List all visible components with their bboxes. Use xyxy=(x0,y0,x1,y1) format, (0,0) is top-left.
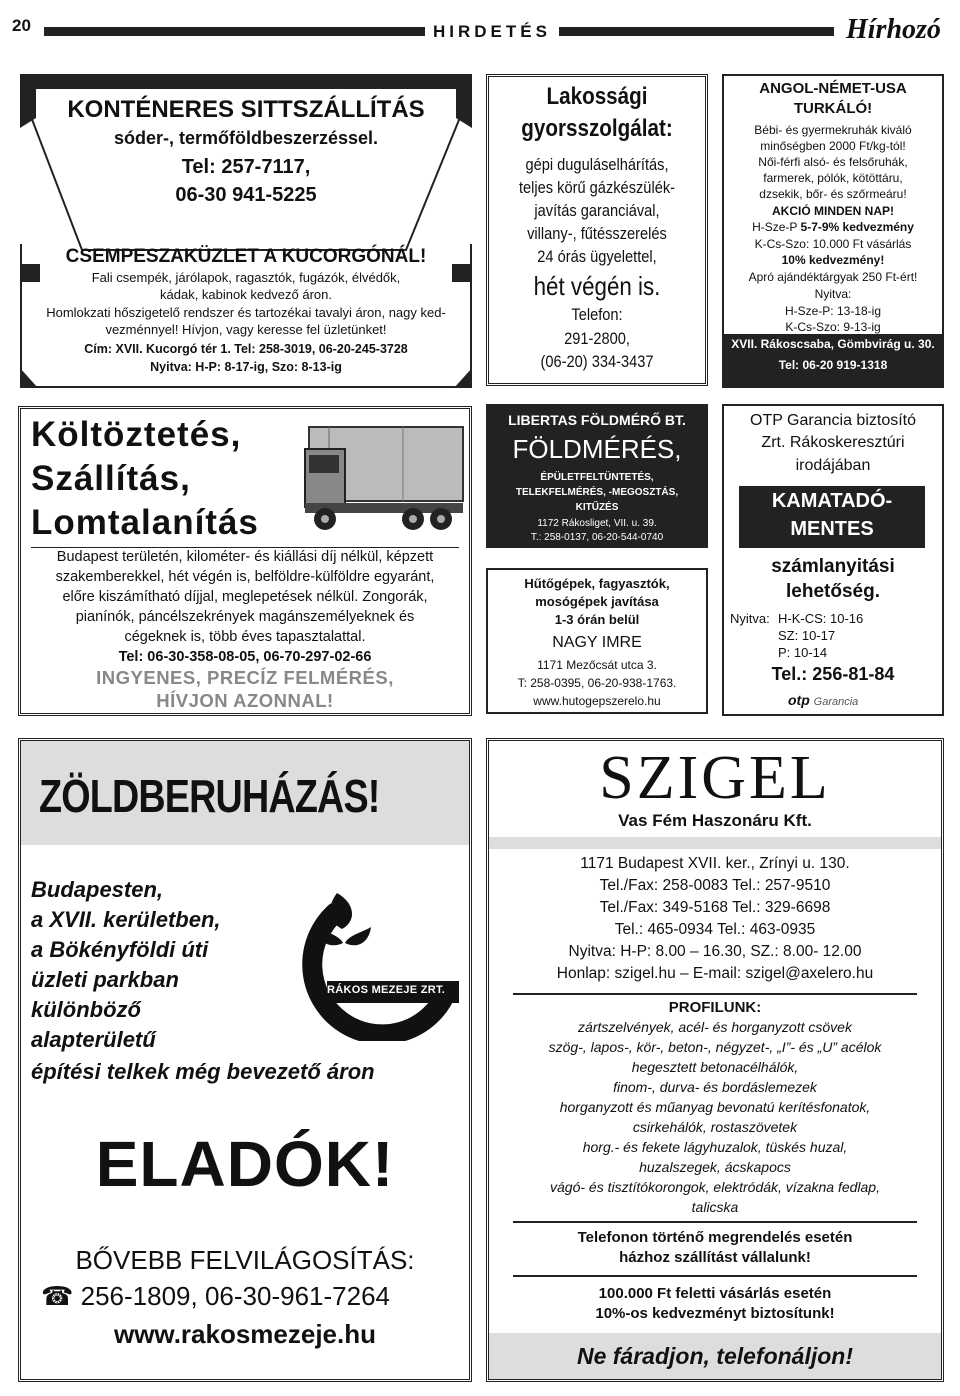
koltoz-cta-2: HÍVJON AZONNAL! xyxy=(156,690,334,711)
angol-tel: Tel: 06-20 919-1318 xyxy=(724,354,942,386)
zold-line-3: a Bökényföldi úti xyxy=(31,937,209,962)
szigel-contact-1: 1171 Budapest XVII. ker., Zrínyi u. 130. xyxy=(580,855,850,872)
csempe-line-2: kádak, kabinok kedvező áron. xyxy=(160,287,332,302)
foldmeres-company: LIBERTAS FÖLDMÉRŐ BT. xyxy=(508,412,686,428)
ad-koltoztetes xyxy=(18,406,472,716)
csempe-line-3: Homlokzati hőszigetelő rendszer és tartozékai tavalyi áron, nagy ked- xyxy=(46,305,446,320)
szigel-discount-2: 10%-os kedvezményt biztosítunk! xyxy=(595,1305,835,1322)
zold-line-2: a XVII. kerületben, xyxy=(31,907,221,932)
ad-zold xyxy=(18,738,472,1382)
angol-line-2: minőségben 2000 Ft/kg-tól! xyxy=(760,139,906,153)
lakossagi-line-3: javítás garanciával, xyxy=(534,201,660,220)
angol-line-3: Női-férfi alsó- és felsőruhák, xyxy=(758,155,908,169)
truck-image xyxy=(303,421,467,541)
szigel-contact-6: Honlap: szigel.hu – E-mail: szigel@axelero.hu xyxy=(556,965,874,982)
ad-otp xyxy=(722,404,944,716)
kontener-sub: sóder-, termőföldbeszerzéssel. xyxy=(113,128,379,148)
otp-line-1: OTP Garancia biztosító xyxy=(750,412,916,429)
otp-tel: Tel.: 256-81-84 xyxy=(771,664,895,684)
szigel-name: SZIGEL xyxy=(599,744,831,812)
csempe-hours: Nyitva: H-P: 8-17-ig, Szo: 8-13-ig xyxy=(150,360,342,374)
angol-line-4: farmerek, pólók, kötöttáru, xyxy=(763,171,903,185)
otp-open-1: H-K-CS: 10-16 xyxy=(778,611,864,626)
szigel-discount-1: 100.000 Ft feletti vásárlás esetén xyxy=(598,1285,832,1302)
szigel-contact-4: Tel.: 465-0934 Tel.: 463-0935 xyxy=(614,921,816,938)
szigel-top-band xyxy=(489,837,941,849)
szigel-contact-5: Nyitva: H-P: 8.00 – 16.30, SZ.: 8.00- 12.00 xyxy=(568,943,862,960)
zold-info: BŐVEBB FELVILÁGOSÍTÁS: xyxy=(75,1245,415,1275)
page-header xyxy=(0,14,960,46)
szigel-contact-3: Tel./Fax: 349-5168 Tel.: 329-6698 xyxy=(599,899,831,916)
angol-ten: 10% kedvezmény! xyxy=(781,253,885,267)
szigel-rule-2 xyxy=(513,1221,917,1223)
szigel-product-4: finom-, durva- és bordáslemezek xyxy=(613,1079,817,1095)
lakossagi-weekend: hét végén is. xyxy=(533,271,661,301)
lakossagi-line-2: teljes körű gázkészülék- xyxy=(518,178,676,197)
csempe-line-4: vezménnyel! Hívjon, vagy keresse fel üzletünket! xyxy=(105,322,387,337)
szigel-delivery-2: házhoz szállítást vállalunk! xyxy=(619,1249,811,1266)
foldmeres-line-1: ÉPÜLETFELTÜNTETÉS, xyxy=(540,472,654,483)
lakossagi-line-1: gépi duguláselhárítás, xyxy=(525,155,669,174)
hutogep-tel: T: 258-0395, 06-20-938-1763. xyxy=(517,676,677,690)
rakos-logo-text: RÁKOS MEZEJE ZRT. xyxy=(327,984,446,996)
koltoz-title-2: Szállítás, xyxy=(31,459,191,498)
koltoz-line-4: pianínók, páncélszekrények magánszemélyeknek és xyxy=(75,609,415,625)
lakossagi-line-4: villany-, fűtésszerelés xyxy=(527,224,667,243)
ad-kontener xyxy=(20,74,472,388)
szigel-slogan: Ne fáradjon, telefonáljon! xyxy=(576,1343,854,1369)
szigel-product-2: szög-, lapos-, kör-, beton-, négyzet-, „I”- és „U” acélok xyxy=(548,1039,882,1055)
zold-phone-row xyxy=(41,1281,451,1312)
koltoz-line-3: előre kiszámítható díjjal, meglepetések nélkül. Zongorák, xyxy=(62,589,428,605)
szigel-product-6: csirkehálók, rostaszövetek xyxy=(632,1119,798,1135)
angol-open-label: Nyitva: xyxy=(814,287,852,301)
csempe-line-1: Fali csempék, járólapok, ragasztók, fugázók, élvédők, xyxy=(91,270,401,285)
koltoz-line-5: cégeknek is, több éves tapasztalattal. xyxy=(124,629,366,645)
otp-logo xyxy=(788,692,858,708)
hutogep-name: NAGY IMRE xyxy=(552,634,642,651)
otp-open-3: P: 10-14 xyxy=(778,645,828,660)
lakossagi-title-1: Lakossági xyxy=(546,83,648,110)
koltoz-cta-1: INGYENES, PRECÍZ FELMÉRÉS, xyxy=(96,667,394,688)
szigel-rule-3 xyxy=(513,1275,917,1277)
lakossagi-line-5: 24 órás ügyelettel, xyxy=(537,247,657,266)
hutogep-web: www.hutogepszerelo.hu xyxy=(533,694,661,708)
koltoz-rule xyxy=(31,547,459,548)
zold-line-1: Budapesten, xyxy=(31,877,164,902)
lakossagi-title-2: gyorsszolgálat: xyxy=(521,115,673,142)
foldmeres-addr: 1172 Rákosliget, VII. u. 39. xyxy=(537,518,657,529)
angol-discount-bold: 5-7-9% kedvezmény xyxy=(800,220,914,234)
otp-open-2: SZ: 10-17 xyxy=(778,628,836,643)
lakossagi-tel-label: Telefon: xyxy=(571,305,623,324)
csempe-address: Cím: XVII. Kucorgó tér 1. Tel: 258-3019, 06-20-245-3728 xyxy=(84,342,408,356)
angol-line-1: Bébi- és gyermekruhák kiváló xyxy=(754,123,912,137)
otp-szamla-1: számlanyitási xyxy=(771,556,895,577)
hutogep-title-3: 1-3 órán belül xyxy=(554,612,640,627)
ad-angol xyxy=(722,74,944,388)
szigel-product-8: huzalszegek, ácskapocs xyxy=(639,1159,791,1175)
zold-sale: ELADÓK! xyxy=(95,1128,395,1200)
szigel-product-7: horg.- és fekete lágyhuzalok, tüskés huzal, xyxy=(582,1139,848,1155)
masthead: Hírhozó xyxy=(846,14,941,45)
kontener-tel2: 06-30 941-5225 xyxy=(175,184,317,206)
ad-hutogep xyxy=(486,568,708,714)
szigel-product-9: vágó- és tisztítókorongok, elektródák, vízakna fedlap, xyxy=(550,1179,880,1195)
foldmeres-title: FÖLDMÉRÉS, xyxy=(512,434,682,464)
koltoz-title-1: Költöztetés, xyxy=(31,415,242,454)
foldmeres-line-3: KITŰZÉS xyxy=(575,502,619,513)
rakos-mezeje-logo xyxy=(297,881,461,1041)
otp-kamat-1: KAMATADÓ- xyxy=(771,490,893,512)
otp-szamla-2: lehetőség. xyxy=(786,581,880,602)
kontener-tel1: Tel: 257-7117, xyxy=(181,156,311,178)
ad-foldmeres xyxy=(486,404,708,548)
zold-phone: 256-1809, 06-30-961-7264 xyxy=(80,1281,390,1311)
koltoz-line-2: szakemberekkel, hét végén is, belföldre-külföldre egyaránt, xyxy=(55,569,435,585)
szigel-product-1: zártszelvények, acél- és horganyzott csövek xyxy=(578,1019,852,1035)
angol-addr: XVII. Rákoscsaba, Gömbvirág u. 30. xyxy=(724,334,942,354)
angol-purchase: K-Cs-Szo: 10.000 Ft vásárlás xyxy=(754,237,912,251)
szigel-contact-2: Tel./Fax: 258-0083 Tel.: 257-9510 xyxy=(599,877,831,894)
koltoz-tel: Tel: 06-30-358-08-05, 06-70-297-02-66 xyxy=(118,649,372,665)
zold-line-7: építési telkek még bevezető áron xyxy=(31,1059,375,1084)
angol-open-1: H-Sze-P: 13-18-ig xyxy=(784,304,882,318)
zold-line-4: üzleti parkban xyxy=(31,967,179,992)
otp-line-2: Zrt. Rákoskeresztúri xyxy=(761,434,905,451)
szigel-sub: Vas Fém Haszonáru Kft. xyxy=(618,811,812,830)
telephone-icon: ☎ xyxy=(41,1281,74,1311)
angol-discount xyxy=(724,220,942,234)
ad-lakossagi xyxy=(486,74,708,386)
page-number: 20 xyxy=(12,16,31,35)
otp-line-3: irodájában xyxy=(795,457,871,474)
angol-akcio: AKCIÓ MINDEN NAP! xyxy=(772,204,894,218)
angol-title-2: TURKÁLÓ! xyxy=(793,100,873,117)
angol-line-5: dzsekik, bőr- és szőrmeáru! xyxy=(759,187,907,201)
kontener-title: KONTÉNERES SITTSZÁLLÍTÁS xyxy=(67,96,425,123)
hutogep-title-1: Hűtőgépek, fagyasztók, xyxy=(524,576,670,591)
section-title: HIRDETÉS xyxy=(425,22,559,42)
otp-kamat-2: MENTES xyxy=(790,518,874,540)
angol-title-1: ANGOL-NÉMET-USA xyxy=(759,80,907,97)
szigel-product-3: hegesztett betonacélhálók, xyxy=(631,1059,799,1075)
csempe-title: CSEMPESZAKÜZLET A KUCORGÓNÁL! xyxy=(65,246,427,267)
koltoz-line-1: Budapest területén, kilométer- és kiállási díj nélkül, képzett xyxy=(56,549,434,565)
angol-open-2: K-Cs-Szo: 9-13-ig xyxy=(785,320,881,334)
szigel-product-5: horganyzott és műanyag bevonatú kerítésfonatok, xyxy=(559,1099,871,1115)
otp-logo-text: Garancia xyxy=(813,696,859,708)
angol-gift: Apró ajándéktárgyak 250 Ft-ért! xyxy=(748,270,918,284)
hutogep-addr: 1171 Mezőcsát utca 3. xyxy=(537,658,657,672)
otp-open-label: Nyitva: xyxy=(730,611,770,626)
angol-discount-prefix: H-Sze-P xyxy=(752,220,801,234)
zold-web: www.rakosmezeje.hu xyxy=(113,1319,377,1349)
zold-line-6: alapterületű xyxy=(31,1027,156,1052)
koltoz-title-3: Lomtalanítás xyxy=(31,503,259,542)
hutogep-title-2: mosógépek javítása xyxy=(535,594,659,609)
foldmeres-tel: T.: 258-0137, 06-20-544-0740 xyxy=(530,532,664,543)
szigel-profil: PROFILUNK: xyxy=(668,999,762,1016)
ad-top-bar xyxy=(20,74,472,88)
ad-szigel xyxy=(486,738,944,1382)
szigel-product-10: talicska xyxy=(691,1199,739,1215)
otp-logo-mark: otp xyxy=(788,692,810,708)
zold-title: ZÖLDBERUHÁZÁS! xyxy=(39,770,380,822)
lakossagi-tel-2: (06-20) 334-3437 xyxy=(540,352,654,371)
zold-line-5: különböző xyxy=(31,997,141,1022)
lakossagi-tel-1: 291-2800, xyxy=(564,329,630,348)
foldmeres-line-2: TELEKFELMÉRÉS, -MEGOSZTÁS, xyxy=(515,487,679,498)
szigel-rule-1 xyxy=(513,993,917,995)
szigel-delivery-1: Telefonon történő megrendelés esetén xyxy=(577,1229,853,1246)
